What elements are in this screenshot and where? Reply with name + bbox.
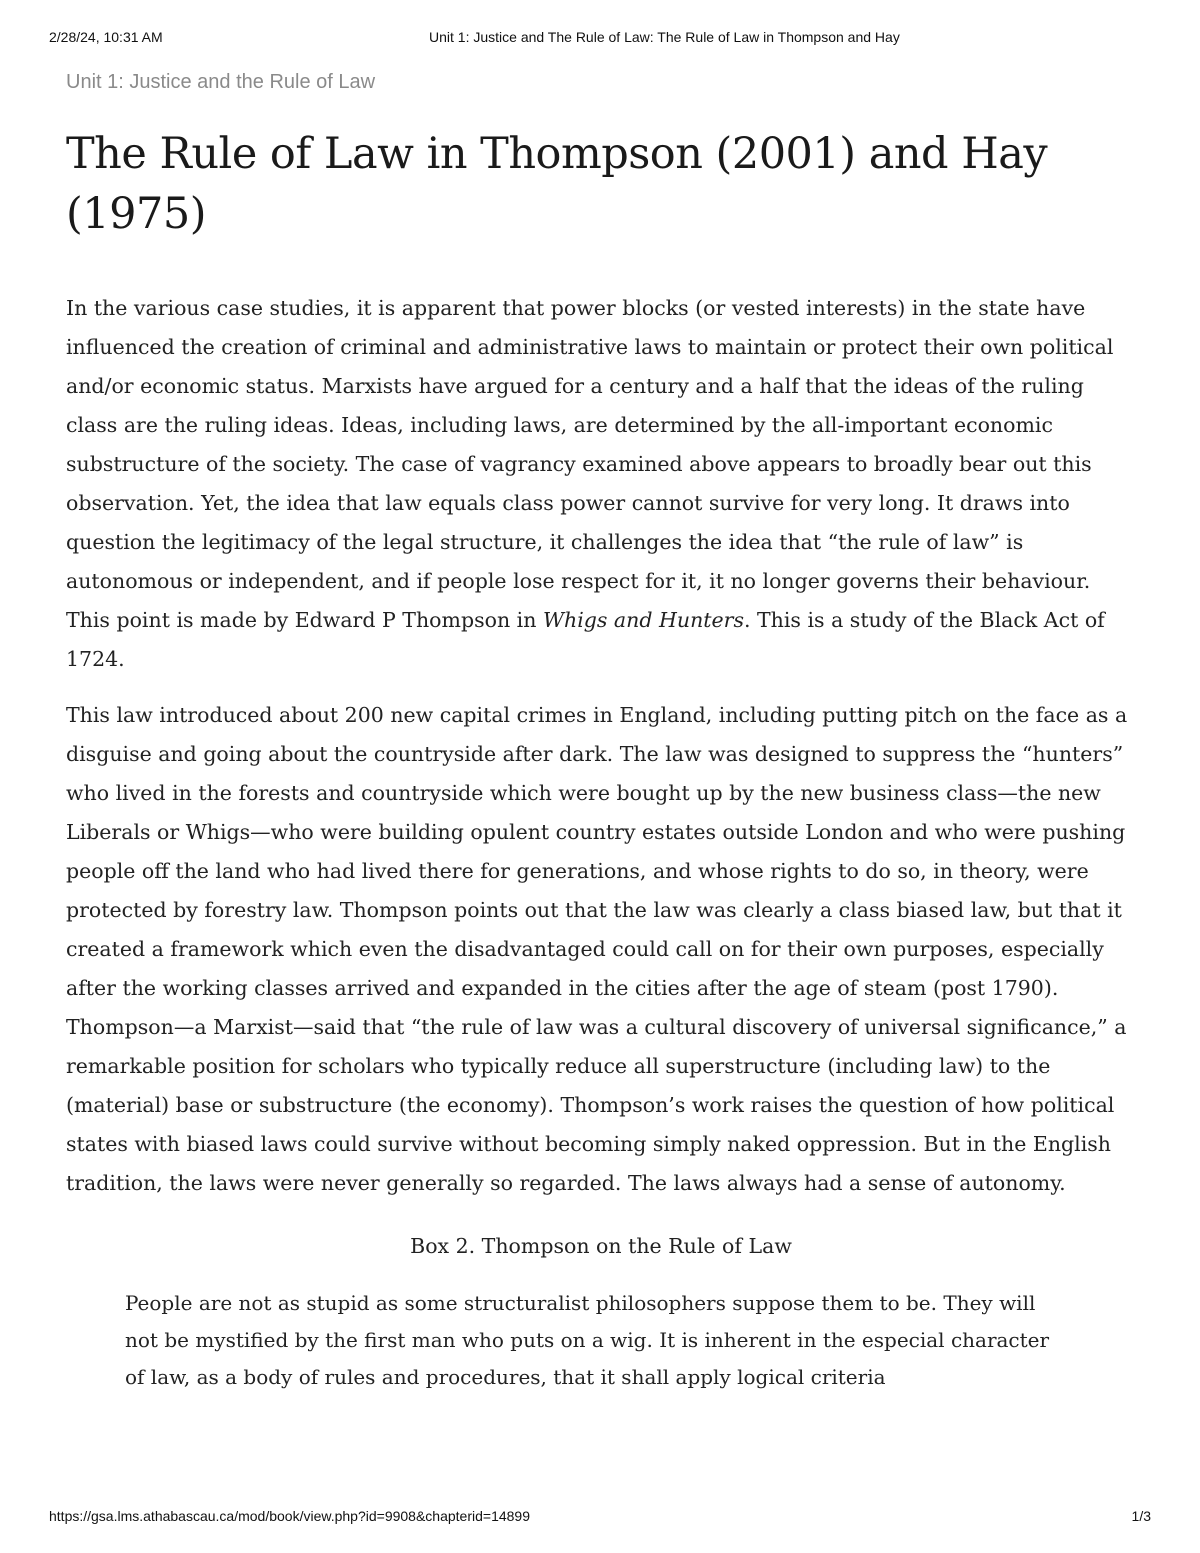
print-page-number: 1/3	[1131, 1508, 1151, 1524]
body-paragraph-1	[66, 289, 1136, 679]
paragraph-1-text-end: . This is a study of the Black Act of 1724.	[66, 608, 1105, 671]
body-paragraph-2: This law introduced about 200 new capital crimes in England, including putting pitch on the face as a disguise and going about the countryside after dark. The law was designed to suppress the “hunters” who lived in the forests and countryside which were bought up by the new business class—the new Liberals or Whigs—who were building opulent country estates outside London and who were pushing people off the land who had lived there for generations, and whose rights to do so, in theory, were protected by forestry law. Thompson points out that the law was clearly a class biased law, but that it created a framework which even the disadvantaged could call on for their own purposes, especially after the working classes arrived and expanded in the cities after the age of steam (post 1790). Thompson—a Marxist—said that “the rule of law was a cultural discovery of universal significance,” a remarkable position for scholars who typically reduce all superstructure (including law) to the (material) base or substructure (the economy). Thompson’s work raises the question of how political states with biased laws could survive without becoming simply naked oppression. But in the English tradition, the laws were never generally so regarded. The laws always had a sense of autonomy.	[66, 703, 1128, 1195]
book-title-whigs-and-hunters: Whigs and Hunters	[542, 608, 744, 632]
page-title: The Rule of Law in Thompson (2001) and Hay (1975)	[66, 129, 1048, 239]
print-document-title: Unit 1: Justice and The Rule of Law: The Rule of Law in Thompson and Hay	[429, 29, 900, 45]
print-datetime: 2/28/24, 10:31 AM	[49, 29, 163, 45]
box-quote: People are not as stupid as some structuralist philosophers suppose them to be. They will not be mystified by the first man who puts on a wig. It is inherent in the especial character of law, as a body of rules and procedures, that it shall apply logical criteria	[125, 1291, 1050, 1389]
breadcrumb: Unit 1: Justice and the Rule of Law	[66, 71, 376, 93]
book-chapter-content	[66, 66, 1136, 1396]
print-footer	[49, 1508, 1151, 1528]
box-title: Box 2. Thompson on the Rule of Law	[410, 1234, 792, 1258]
print-header	[49, 29, 1151, 49]
print-url: https://gsa.lms.athabascau.ca/mod/book/view.php?id=9908&chapterid=14899	[49, 1508, 530, 1524]
paragraph-1-text: In the various case studies, it is apparent that power blocks (or vested interests) in the state have influenced the creation of criminal and administrative laws to maintain or protect their own political and/or economic status. Marxists have argued for a century and a half that the ideas of the ruling class are the ruling ideas. Ideas, including laws, are determined by the all-important economic substructure of the society. The case of vagrancy examined above appears to broadly bear out this observation. Yet, the idea that law equals class power cannot survive for very long. It draws into question the legitimacy of the legal structure, it challenges the idea that “the rule of law” is autonomous or independent, and if people lose respect for it, it no longer governs their behaviour. This point is made by Edward P Thompson in	[66, 296, 1114, 632]
